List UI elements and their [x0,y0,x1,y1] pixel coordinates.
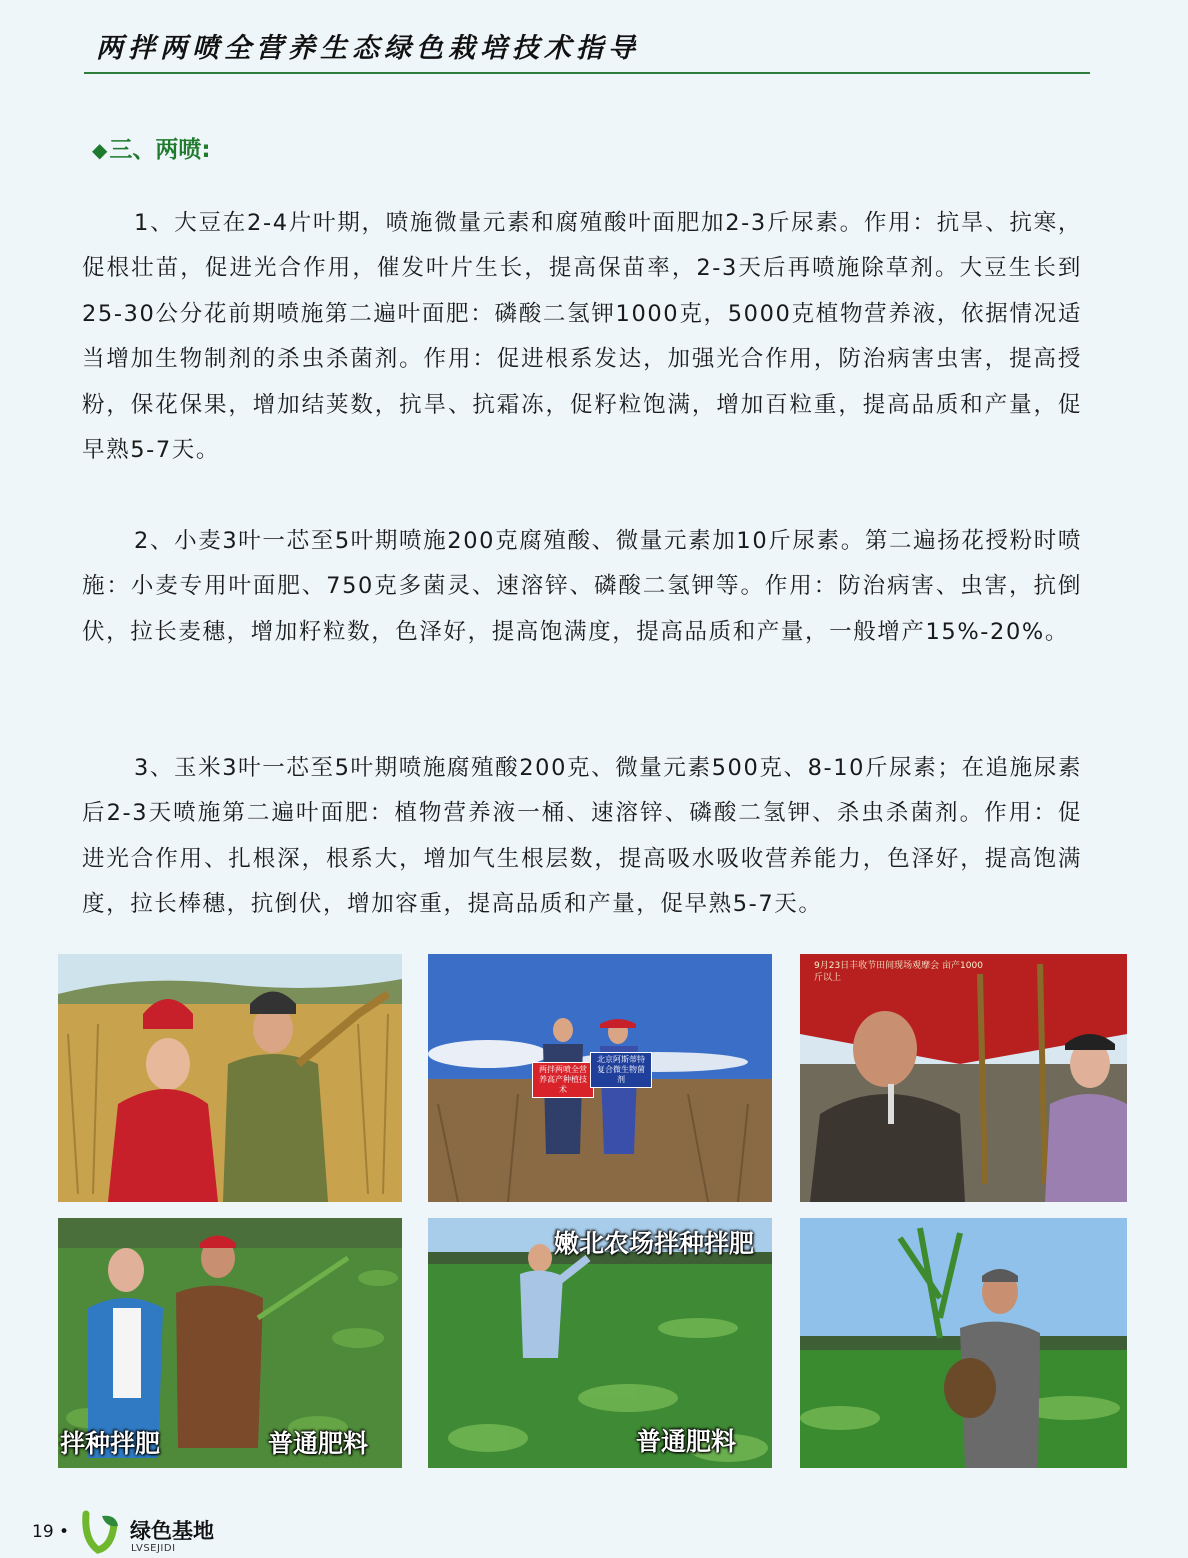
sign-left: 两拌两喷全营养高产种植技术 [532,1062,594,1098]
brand-name: 绿色基地 [130,1519,214,1543]
section-heading [92,131,211,164]
photo-corn-roots [800,1218,1127,1468]
caption-ordinary-fertilizer-2: 普通肥料 [636,1427,737,1456]
diamond-icon: ◆ [92,138,108,162]
photo-seed-mix-comparison [58,1218,402,1468]
brand-logo [78,1510,122,1554]
caption-seed-mix: 拌种拌肥 [60,1429,161,1458]
page-number: 19 • [32,1522,70,1542]
caption-nenbei-farm: 嫩北农场拌种拌肥 [554,1229,755,1258]
sign-right: 北京阿斯蒂特复合微生物菌剂 [590,1052,652,1088]
photo-soybean-harvest [58,954,402,1202]
header-rule [84,72,1090,74]
photo-field-speech [800,954,1127,1202]
paragraph-wheat: 2、小麦3叶一芯至5叶期喷施200克腐殖酸、微量元素加10斤尿素。第二遍扬花授粉时喷施：小麦专用叶面肥、750克多菌灵、速溶锌、磷酸二氢钾等。作用：防治病害、虫害，抗倒伏，拉长麦穗，增加籽粒数，色泽好，提高饱满度，提高品质和产量，一般增产15%-20%。 [82,528,1082,645]
brand-subtitle: LVSEJIDI [131,1543,176,1554]
paragraph-corn: 3、玉米3叶一芯至5叶期喷施腐殖酸200克、微量元素500克、8-10斤尿素；在追施尿素后2-3天喷施第二遍叶面肥：植物营养液一桶、速溶锌、磷酸二氢钾、杀虫杀菌剂。作用：促进光合作用、扎根深，根系大，增加气生根层数，提高吸水吸收营养能力，色泽好，提高饱满度，拉长棒穗，抗倒伏，增加容重，提高品质和产量，促早熟5-7天。 [82,755,1082,918]
caption-ordinary-fertilizer-1: 普通肥料 [268,1429,369,1458]
photo-nenbei-farm [428,1218,772,1468]
photo-field-signs [428,954,772,1202]
header-title: 两拌两喷全营养生态绿色栽培技术指导 [96,33,640,64]
section-heading-text: 三、两喷: [109,137,211,163]
tent-banner: 9月23日丰收节田间现场观摩会 亩产1000斤以上 [814,961,983,983]
paragraph-soybean: 1、大豆在2-4片叶期，喷施微量元素和腐殖酸叶面肥加2-3斤尿素。作用：抗旱、抗寒，促根壮苗，促进光合作用，催发叶片生长，提高保苗率，2-3天后再喷施除草剂。大豆生长到25-30公分花前期喷施第二遍叶面肥：磷酸二氢钾1000克，5000克植物营养液，依据情况适当增加生物制剂的杀虫杀菌剂。作用：促进根系发达，加强光合作用，防治病害虫害，提高授粉，保花保果，增加结荚数，抗旱、抗霜冻，促籽粒饱满，增加百粒重，提高品质和产量，促早熟5-7天。 [82,210,1082,464]
